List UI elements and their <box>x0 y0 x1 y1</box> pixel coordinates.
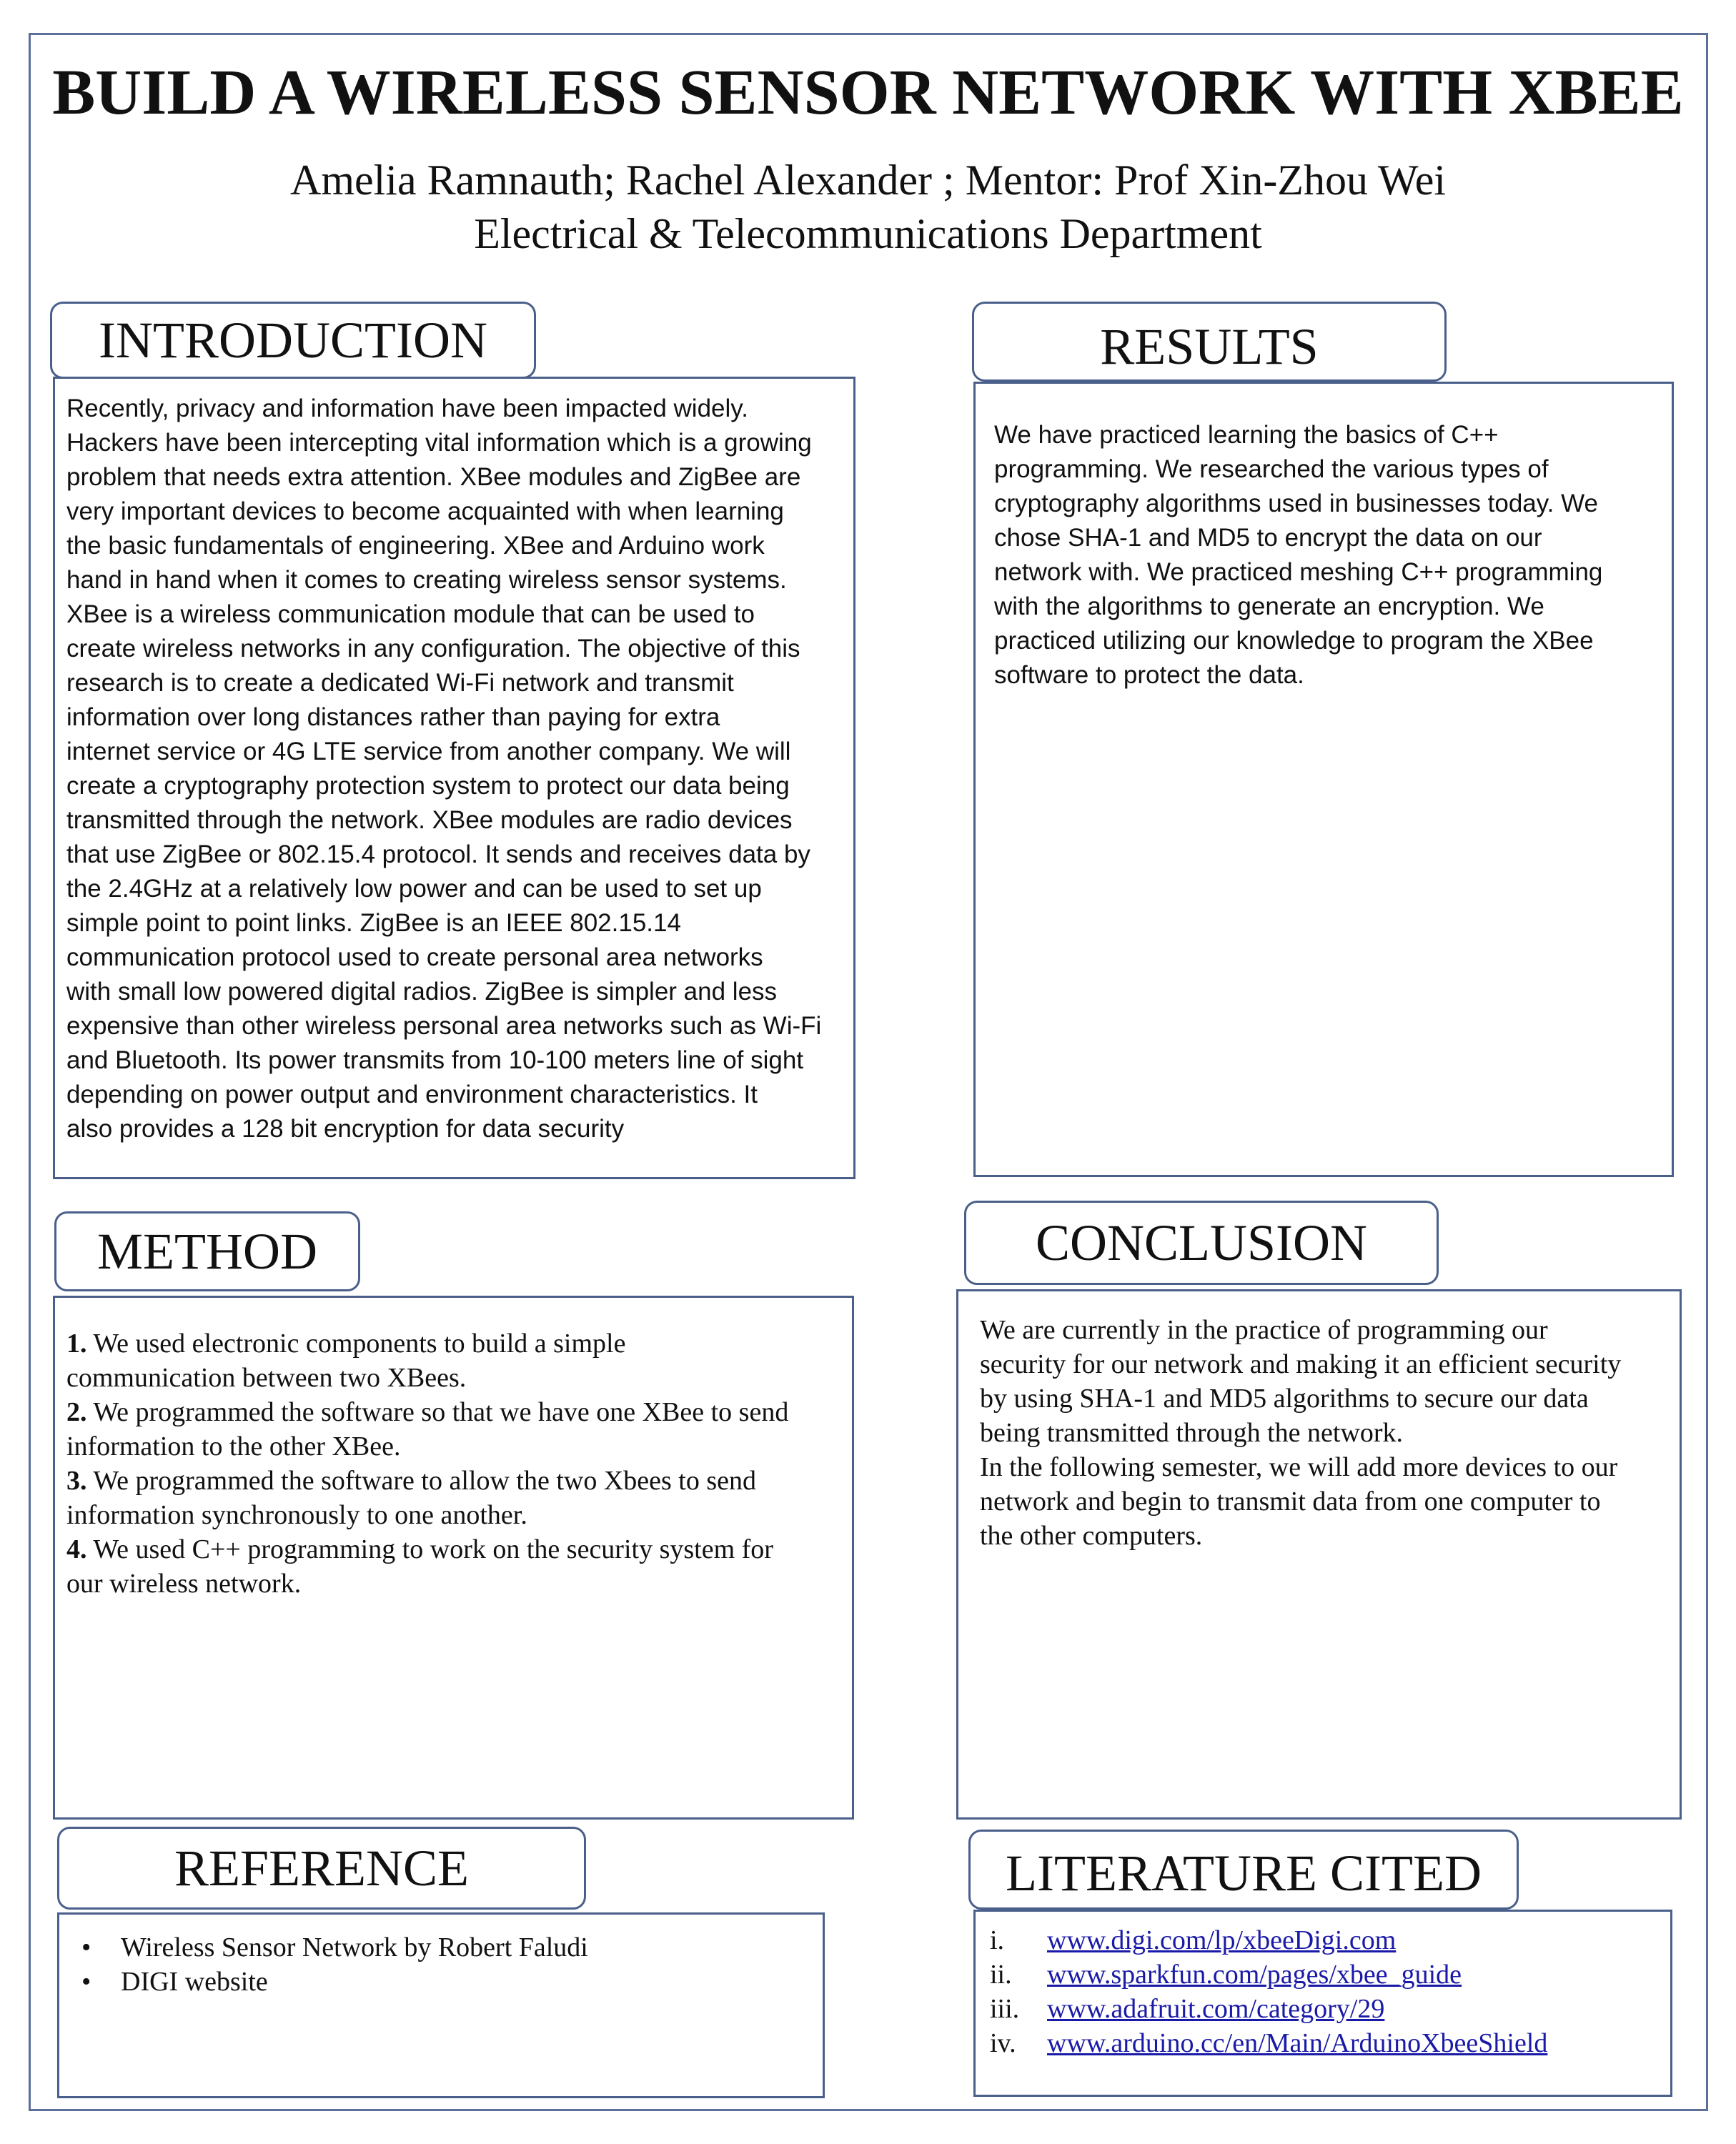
conclusion-text <box>980 1313 1670 1553</box>
method-step-line: communication between two XBees. <box>66 1363 467 1393</box>
results-line: We have practiced learning the basics of C++ <box>994 421 1499 449</box>
conclusion-line: the other computers. <box>980 1521 1203 1551</box>
introduction-line: Hackers have been intercepting vital information which is a growing <box>66 429 812 457</box>
method-step-line: information to the other XBee. <box>66 1431 401 1461</box>
conclusion-line: by using SHA-1 and MD5 algorithms to secure our data <box>980 1384 1589 1414</box>
results-line: software to protect the data. <box>994 661 1304 689</box>
introduction-box <box>53 377 855 1179</box>
literature-link[interactable]: www.arduino.cc/en/Main/ArduinoXbeeShield <box>1047 2028 1548 2058</box>
results-line: cryptography algorithms used in businesses today. We <box>994 490 1598 517</box>
introduction-line: research is to create a dedicated Wi-Fi network and transmit <box>66 669 734 697</box>
introduction-line: hand in hand when it comes to creating wireless sensor systems. <box>66 566 787 594</box>
literature-link[interactable]: www.digi.com/lp/xbeeDigi.com <box>1047 1925 1397 1955</box>
bullet-icon: • <box>81 1932 91 1962</box>
results-line: programming. We researched the various types of <box>994 455 1549 483</box>
method-step-number: 4. <box>66 1534 87 1564</box>
introduction-line: with small low powered digital radios. ZigBee is simpler and less <box>66 978 778 1006</box>
method-steps <box>66 1326 842 1601</box>
literature-number: ii. <box>990 1960 1012 1990</box>
literature-item <box>990 1957 1660 1992</box>
results-line: chose SHA-1 and MD5 to encrypt the data on our <box>994 524 1542 552</box>
introduction-line: information over long distances rather than paying for extra <box>66 703 720 731</box>
literature-item <box>990 1992 1660 2026</box>
conclusion-line: In the following semester, we will add more devices to our <box>980 1452 1618 1482</box>
reference-text: Wireless Sensor Network by Robert Faludi <box>121 1932 588 1962</box>
literature-list <box>990 1923 1660 2060</box>
introduction-line: XBee is a wireless communication module that can be used to <box>66 600 755 628</box>
introduction-heading: INTRODUCTION <box>50 302 536 379</box>
poster-authors: Amelia Ramnauth; Rachel Alexander ; Mentor: Prof Xin-Zhou Wei <box>289 157 1446 204</box>
poster-title: BUILD A WIRELESS SENSOR NETWORK WITH XBEE <box>52 57 1684 128</box>
results-line: network with. We practiced meshing C++ programming <box>994 558 1603 586</box>
method-step-number: 3. <box>66 1466 87 1496</box>
literature-number: iv. <box>990 2028 1016 2058</box>
literature-heading: LITERATURE CITED <box>968 1830 1519 1910</box>
method-box <box>53 1296 854 1820</box>
reference-box <box>57 1912 825 2098</box>
introduction-line: also provides a 128 bit encryption for data security <box>66 1115 625 1143</box>
introduction-line: internet service or 4G LTE service from another company. We will <box>66 738 791 765</box>
introduction-line: the 2.4GHz at a relatively low power and can be used to set up <box>66 875 762 903</box>
literature-item <box>990 1923 1660 1957</box>
method-step-line: 3. We programmed the software to allow the two Xbees to send <box>66 1466 756 1496</box>
conclusion-line: being transmitted through the network. <box>980 1418 1404 1448</box>
results-line: practiced utilizing our knowledge to program the XBee <box>994 627 1594 655</box>
introduction-line: expensive than other wireless personal area networks such as Wi-Fi <box>66 1012 822 1040</box>
introduction-line: the basic fundamentals of engineering. XBee and Arduino work <box>66 532 765 560</box>
literature-box <box>973 1910 1672 2097</box>
introduction-line: create a cryptography protection system to protect our data being <box>66 772 790 800</box>
method-step-line: our wireless network. <box>66 1569 302 1599</box>
reference-list <box>71 1930 813 1999</box>
introduction-line: simple point to point links. ZigBee is an IEEE 802.15.14 <box>66 909 681 937</box>
method-step-line: 4. We used C++ programming to work on the security system for <box>66 1534 773 1564</box>
introduction-line: that use ZigBee or 802.15.4 protocol. It sends and receives data by <box>66 840 810 868</box>
bullet-icon: • <box>81 1967 91 1997</box>
literature-number: iii. <box>990 1994 1020 2024</box>
conclusion-box <box>956 1289 1682 1820</box>
introduction-line: and Bluetooth. Its power transmits from 10-100 meters line of sight <box>66 1046 804 1074</box>
introduction-line: very important devices to become acquainted with when learning <box>66 497 784 525</box>
literature-link[interactable]: www.sparkfun.com/pages/xbee_guide <box>1047 1960 1462 1990</box>
introduction-text <box>66 392 843 1146</box>
introduction-line: depending on power output and environment characteristics. It <box>66 1081 758 1108</box>
introduction-line: problem that needs extra attention. XBee modules and ZigBee are <box>66 463 801 491</box>
conclusion-heading: CONCLUSION <box>964 1201 1439 1285</box>
reference-text: DIGI website <box>121 1967 268 1997</box>
introduction-line: transmitted through the network. XBee modules are radio devices <box>66 806 793 834</box>
literature-number: i. <box>990 1925 1005 1955</box>
results-heading: RESULTS <box>972 302 1447 382</box>
introduction-line: communication protocol used to create personal area networks <box>66 943 763 971</box>
method-step-line: 2. We programmed the software so that we have one XBee to send <box>66 1397 789 1427</box>
method-heading: METHOD <box>54 1211 360 1291</box>
reference-item <box>71 1930 813 1965</box>
results-line: with the algorithms to generate an encryption. We <box>994 592 1544 620</box>
poster-department: Electrical & Telecommunications Department <box>474 210 1262 257</box>
introduction-line: create wireless networks in any configuration. The objective of this <box>66 635 800 662</box>
reference-item <box>71 1965 813 1999</box>
method-step-line: information synchronously to one another. <box>66 1500 527 1530</box>
reference-heading: REFERENCE <box>57 1827 586 1910</box>
conclusion-line: network and begin to transmit data from one computer to <box>980 1487 1601 1517</box>
introduction-line: Recently, privacy and information have been impacted widely. <box>66 394 748 422</box>
conclusion-line: security for our network and making it an efficient security <box>980 1349 1622 1379</box>
literature-item <box>990 2026 1660 2060</box>
method-step-number: 2. <box>66 1397 87 1427</box>
method-step-line: 1. We used electronic components to build a simple <box>66 1329 626 1359</box>
results-box <box>973 382 1674 1177</box>
conclusion-line: We are currently in the practice of programming our <box>980 1315 1548 1345</box>
results-text <box>994 418 1662 693</box>
method-step-number: 1. <box>66 1329 87 1359</box>
literature-link[interactable]: www.adafruit.com/category/29 <box>1047 1994 1385 2024</box>
